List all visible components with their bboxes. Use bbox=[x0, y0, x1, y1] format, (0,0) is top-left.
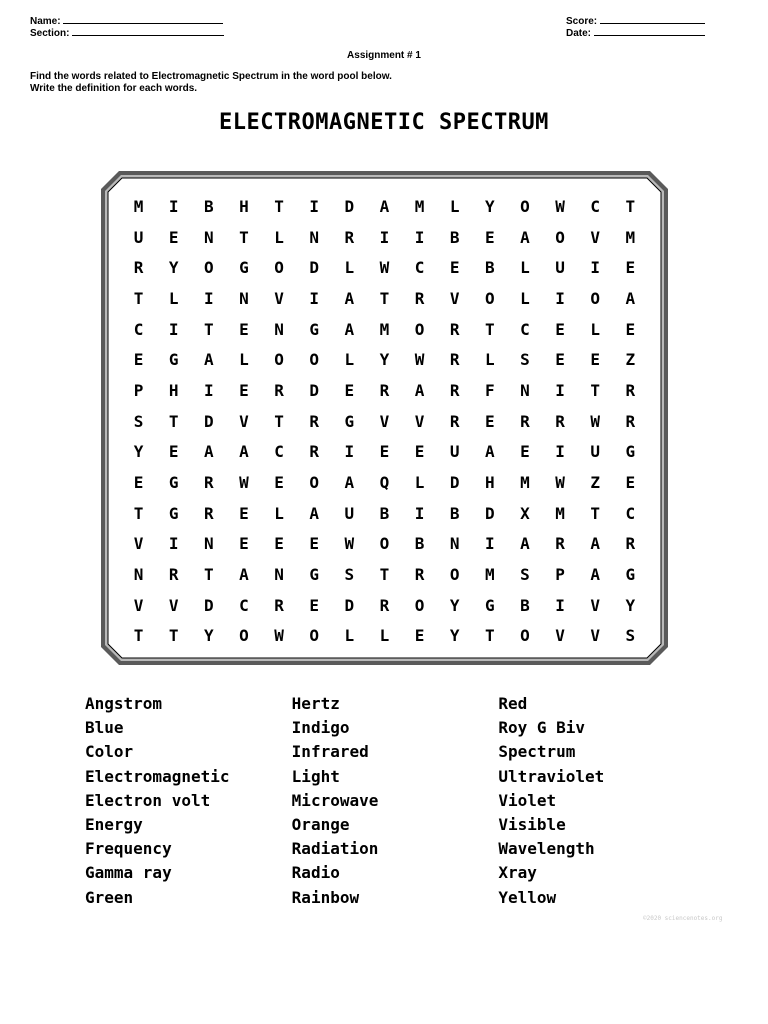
grid-cell: E bbox=[274, 534, 284, 554]
grid-cell: B bbox=[449, 227, 460, 247]
instructions-line-2: Write the definition for each words. bbox=[30, 83, 198, 94]
grid-cell: T bbox=[274, 411, 284, 431]
grid-cell: U bbox=[449, 442, 460, 462]
grid-cell: Y bbox=[168, 258, 179, 278]
grid-row bbox=[121, 467, 648, 498]
grid-cell: E bbox=[133, 350, 144, 370]
grid-cell: R bbox=[555, 534, 565, 554]
grid-cell: E bbox=[590, 350, 600, 370]
grid-cell: M bbox=[484, 565, 495, 585]
grid-cell: L bbox=[520, 288, 530, 308]
grid-cell: I bbox=[168, 319, 179, 339]
word-item: Energy bbox=[85, 814, 143, 834]
grid-cell: I bbox=[379, 227, 390, 247]
score-field bbox=[566, 15, 705, 27]
grid-cell: S bbox=[344, 565, 355, 585]
grid-cell: M bbox=[414, 196, 425, 216]
word-item: Blue bbox=[85, 718, 124, 738]
grid-cell: E bbox=[239, 380, 249, 400]
grid-cell: A bbox=[309, 503, 319, 523]
grid-row bbox=[121, 498, 648, 529]
grid-cell: R bbox=[203, 473, 214, 493]
grid-cell: S bbox=[133, 411, 144, 431]
grid-cell: W bbox=[590, 411, 600, 431]
grid-cell: O bbox=[274, 350, 284, 370]
grid-row bbox=[121, 191, 648, 222]
grid-cell: T bbox=[274, 196, 284, 216]
grid-cell: G bbox=[484, 595, 495, 615]
word-item: Light bbox=[291, 766, 340, 786]
grid-cell: E bbox=[274, 473, 284, 493]
grid-cell: T bbox=[203, 319, 214, 339]
grid-cell: O bbox=[309, 626, 319, 646]
grid-cell: M bbox=[379, 319, 390, 339]
assignment-heading: Assignment # 1 bbox=[347, 50, 421, 61]
grid-cell: E bbox=[484, 411, 495, 431]
grid-cell: A bbox=[520, 227, 530, 247]
grid-cell: T bbox=[625, 196, 636, 216]
grid-cell: N bbox=[203, 534, 214, 554]
grid-cell: E bbox=[133, 473, 144, 493]
grid-cell: C bbox=[414, 258, 425, 278]
grid-cell: T bbox=[590, 503, 600, 523]
grid-cell: T bbox=[168, 626, 179, 646]
grid-cell: R bbox=[344, 227, 355, 247]
grid-cell: E bbox=[309, 595, 319, 615]
grid-cell: Q bbox=[379, 473, 390, 493]
word-column bbox=[292, 692, 499, 910]
grid-row bbox=[121, 283, 648, 314]
grid-cell: W bbox=[555, 196, 565, 216]
grid-cell: V bbox=[449, 288, 460, 308]
grid-cell: O bbox=[309, 350, 319, 370]
grid-cell: N bbox=[309, 227, 319, 247]
grid-row bbox=[121, 406, 648, 437]
grid-cell: E bbox=[625, 473, 636, 493]
grid-cell: I bbox=[203, 288, 214, 308]
grid-cell: R bbox=[555, 411, 565, 431]
grid-cell: R bbox=[625, 380, 636, 400]
grid-cell: E bbox=[168, 227, 179, 247]
grid-cell: A bbox=[379, 196, 390, 216]
word-item: Hertz bbox=[291, 694, 340, 713]
grid-cell: Y bbox=[625, 595, 636, 615]
grid-cell: N bbox=[133, 565, 144, 585]
grid-cell: W bbox=[379, 258, 390, 278]
grid-cell: L bbox=[590, 319, 600, 339]
grid-cell: H bbox=[484, 473, 495, 493]
word-item: Electromagnetic bbox=[85, 766, 230, 786]
grid-cell: O bbox=[414, 319, 425, 339]
grid-cell: E bbox=[555, 319, 565, 339]
grid-cell: O bbox=[520, 196, 530, 216]
grid-cell: C bbox=[520, 319, 530, 339]
grid-cell: B bbox=[379, 503, 390, 523]
grid-cell: V bbox=[555, 626, 565, 646]
grid-cell: E bbox=[555, 350, 565, 370]
grid-cell: L bbox=[520, 258, 530, 278]
grid-cell: E bbox=[379, 442, 390, 462]
grid-cell: I bbox=[168, 534, 179, 554]
grid-cell: R bbox=[379, 595, 390, 615]
grid-row bbox=[121, 559, 648, 590]
word-item: Radiation bbox=[291, 839, 379, 859]
word-item: Angstrom bbox=[85, 694, 163, 713]
grid-cell: G bbox=[625, 442, 636, 462]
grid-cell: D bbox=[484, 503, 495, 523]
grid-cell: L bbox=[274, 503, 284, 523]
grid-cell: R bbox=[274, 380, 284, 400]
grid-row bbox=[121, 590, 648, 621]
grid-cell: Z bbox=[625, 350, 636, 370]
grid-cell: V bbox=[590, 595, 600, 615]
word-item: Yellow bbox=[498, 887, 557, 907]
grid-cell: R bbox=[203, 503, 214, 523]
grid-cell: I bbox=[555, 595, 565, 615]
grid-cell: W bbox=[344, 534, 355, 554]
grid-cell: I bbox=[555, 442, 565, 462]
grid-cell: T bbox=[379, 288, 390, 308]
grid-cell: E bbox=[239, 503, 249, 523]
grid-cell: O bbox=[309, 473, 319, 493]
grid-cell: L bbox=[344, 258, 355, 278]
grid-cell: A bbox=[590, 565, 600, 585]
grid-cell: A bbox=[239, 442, 249, 462]
grid-cell: E bbox=[449, 258, 460, 278]
grid-cell: V bbox=[133, 595, 144, 615]
grid-cell: E bbox=[625, 319, 636, 339]
section-line bbox=[72, 27, 224, 36]
grid-cell: E bbox=[239, 534, 249, 554]
grid-cell: C bbox=[239, 595, 249, 615]
grid-cell: O bbox=[555, 227, 565, 247]
grid-cell: I bbox=[203, 380, 214, 400]
grid-cell: N bbox=[203, 227, 214, 247]
grid-cell: V bbox=[590, 626, 600, 646]
grid-cell: E bbox=[520, 442, 530, 462]
grid-cell: R bbox=[168, 565, 179, 585]
grid-cell: O bbox=[590, 288, 600, 308]
grid-cell: H bbox=[168, 380, 179, 400]
grid-cell: N bbox=[449, 534, 460, 554]
grid-cell: N bbox=[274, 565, 284, 585]
grid-cell: A bbox=[520, 534, 530, 554]
grid-cell: I bbox=[344, 442, 355, 462]
grid-cell: R bbox=[520, 411, 530, 431]
grid-cell: Y bbox=[203, 626, 214, 646]
grid-cell: Y bbox=[449, 595, 460, 615]
grid-cell: T bbox=[133, 288, 144, 308]
grid-cell: C bbox=[133, 319, 144, 339]
grid-cell: U bbox=[590, 442, 600, 462]
word-item: Electron volt bbox=[85, 790, 211, 810]
grid-cell: G bbox=[168, 503, 179, 523]
grid-cell: E bbox=[309, 534, 319, 554]
grid-cell: A bbox=[414, 380, 425, 400]
date-field bbox=[566, 27, 705, 39]
grid-cell: Y bbox=[484, 196, 495, 216]
grid-cell: V bbox=[414, 411, 425, 431]
name-line bbox=[63, 15, 223, 24]
grid-cell: A bbox=[590, 534, 600, 554]
word-item: Color bbox=[85, 742, 134, 762]
grid-cell: E bbox=[168, 442, 179, 462]
word-column bbox=[498, 692, 705, 910]
word-item: Violet bbox=[498, 790, 557, 810]
grid-cell: I bbox=[590, 258, 600, 278]
word-item: Red bbox=[498, 694, 528, 713]
grid-cell: V bbox=[274, 288, 284, 308]
grid-row bbox=[121, 437, 648, 468]
grid-cell: A bbox=[239, 565, 249, 585]
word-item: Green bbox=[85, 887, 134, 907]
grid-cell: X bbox=[520, 503, 530, 523]
grid-cell: S bbox=[520, 350, 530, 370]
grid-cell: C bbox=[590, 196, 600, 216]
word-item: Xray bbox=[498, 863, 537, 883]
word-item: Microwave bbox=[291, 790, 379, 810]
grid-cell: T bbox=[484, 626, 495, 646]
grid-cell: L bbox=[379, 626, 390, 646]
grid-cell: D bbox=[309, 380, 319, 400]
word-item: Ultraviolet bbox=[498, 766, 605, 786]
grid-cell: W bbox=[274, 626, 284, 646]
date-line bbox=[594, 27, 705, 36]
grid-cell: T bbox=[484, 319, 495, 339]
grid-cell: V bbox=[379, 411, 390, 431]
grid-cell: I bbox=[555, 288, 565, 308]
grid-cell: V bbox=[168, 595, 179, 615]
grid-cell: T bbox=[133, 503, 144, 523]
score-line bbox=[600, 15, 705, 24]
word-item: Gamma ray bbox=[85, 863, 172, 883]
grid-cell: W bbox=[239, 473, 249, 493]
grid-cell: O bbox=[274, 258, 284, 278]
grid-cell: E bbox=[484, 227, 495, 247]
grid-cell: N bbox=[274, 319, 284, 339]
word-item: Wavelength bbox=[498, 839, 595, 859]
word-item: Infrared bbox=[291, 742, 369, 762]
grid-cell: R bbox=[414, 565, 425, 585]
grid-cell: R bbox=[449, 350, 460, 370]
grid-cell: I bbox=[555, 380, 565, 400]
grid-cell: F bbox=[484, 380, 495, 400]
grid-cell: O bbox=[414, 595, 425, 615]
grid-cell: T bbox=[203, 565, 214, 585]
grid-cell: I bbox=[414, 503, 425, 523]
grid-cell: B bbox=[484, 258, 495, 278]
grid-cell: V bbox=[133, 534, 144, 554]
grid-cell: N bbox=[239, 288, 249, 308]
grid-cell: Y bbox=[133, 442, 144, 462]
grid-row bbox=[121, 529, 648, 560]
grid-cell: R bbox=[133, 258, 144, 278]
grid-cell: O bbox=[520, 626, 530, 646]
grid-cell: W bbox=[555, 473, 565, 493]
grid-cell: O bbox=[449, 565, 460, 585]
grid-cell: R bbox=[379, 380, 390, 400]
grid-cell: D bbox=[344, 595, 355, 615]
grid-cell: L bbox=[274, 227, 284, 247]
grid-cell: A bbox=[344, 319, 355, 339]
word-item: Orange bbox=[291, 814, 350, 834]
grid-cell: A bbox=[625, 288, 636, 308]
grid-cell: D bbox=[449, 473, 460, 493]
grid-cell: C bbox=[625, 503, 636, 523]
grid-cell: S bbox=[625, 626, 636, 646]
grid-cell: E bbox=[239, 319, 249, 339]
grid-cell: R bbox=[625, 411, 636, 431]
grid-cell: G bbox=[309, 565, 319, 585]
grid-cell: I bbox=[309, 196, 319, 216]
grid-cell: W bbox=[414, 350, 425, 370]
grid-cell: Y bbox=[379, 350, 390, 370]
grid-cell: D bbox=[344, 196, 355, 216]
grid-cell: U bbox=[133, 227, 144, 247]
grid-row bbox=[121, 621, 648, 652]
grid-cell: H bbox=[239, 196, 249, 216]
grid-cell: D bbox=[309, 258, 319, 278]
grid-cell: D bbox=[203, 411, 214, 431]
grid-cell: G bbox=[625, 565, 636, 585]
grid-cell: L bbox=[344, 350, 355, 370]
grid-cell: A bbox=[203, 350, 214, 370]
grid-row bbox=[121, 252, 648, 283]
word-item: Radio bbox=[291, 863, 340, 883]
grid-cell: L bbox=[239, 350, 249, 370]
word-item: Visible bbox=[498, 814, 566, 834]
grid-cell: M bbox=[133, 196, 144, 216]
grid-cell: A bbox=[344, 473, 355, 493]
grid-cell: G bbox=[168, 473, 179, 493]
instructions-line-1: Find the words related to Electromagnetic Spectrum in the word pool below. bbox=[30, 71, 392, 82]
grid-cell: U bbox=[555, 258, 565, 278]
grid-cell: G bbox=[309, 319, 319, 339]
grid-row bbox=[121, 314, 648, 345]
word-item: Spectrum bbox=[498, 742, 576, 762]
grid-cell: E bbox=[414, 442, 425, 462]
grid-cell: R bbox=[625, 534, 636, 554]
grid-cell: Y bbox=[449, 626, 460, 646]
grid-cell: A bbox=[203, 442, 214, 462]
grid-cell: N bbox=[520, 380, 530, 400]
word-item: Rainbow bbox=[291, 887, 360, 907]
grid-cell: B bbox=[414, 534, 425, 554]
grid-cell: I bbox=[168, 196, 179, 216]
grid-cell: R bbox=[274, 595, 284, 615]
grid-cell: L bbox=[484, 350, 495, 370]
grid-row bbox=[121, 375, 648, 406]
grid-cell: T bbox=[133, 626, 144, 646]
name-field bbox=[30, 15, 223, 27]
word-item: Indigo bbox=[291, 718, 350, 738]
grid-cell: M bbox=[555, 503, 565, 523]
grid-cell: T bbox=[379, 565, 390, 585]
score-label: Score: bbox=[566, 16, 598, 27]
grid-cell: A bbox=[484, 442, 495, 462]
grid-cell: O bbox=[379, 534, 390, 554]
grid-cell: Z bbox=[590, 473, 600, 493]
grid-cell: O bbox=[239, 626, 249, 646]
letter-grid bbox=[121, 191, 648, 651]
grid-cell: T bbox=[168, 411, 179, 431]
grid-cell: C bbox=[274, 442, 284, 462]
grid-cell: I bbox=[484, 534, 495, 554]
section-label: Section: bbox=[30, 28, 70, 39]
grid-cell: U bbox=[344, 503, 355, 523]
page-title: ELECTROMAGNETIC SPECTRUM bbox=[219, 110, 549, 135]
word-item: Frequency bbox=[85, 839, 172, 859]
grid-cell: B bbox=[203, 196, 214, 216]
grid-cell: V bbox=[239, 411, 249, 431]
grid-cell: L bbox=[449, 196, 460, 216]
grid-cell: L bbox=[344, 626, 355, 646]
grid-cell: R bbox=[309, 442, 319, 462]
word-list bbox=[85, 692, 705, 910]
section-field bbox=[30, 27, 224, 39]
instructions bbox=[30, 71, 392, 95]
name-label: Name: bbox=[30, 16, 61, 27]
grid-row bbox=[121, 344, 648, 375]
word-column bbox=[85, 692, 292, 910]
grid-cell: L bbox=[168, 288, 179, 308]
grid-cell: I bbox=[309, 288, 319, 308]
grid-cell: S bbox=[520, 565, 530, 585]
grid-cell: B bbox=[449, 503, 460, 523]
grid-cell: G bbox=[344, 411, 355, 431]
grid-cell: M bbox=[520, 473, 530, 493]
grid-cell: M bbox=[625, 227, 636, 247]
grid-cell: R bbox=[414, 288, 425, 308]
grid-cell: R bbox=[449, 411, 460, 431]
grid-row bbox=[121, 222, 648, 253]
grid-cell: R bbox=[449, 319, 460, 339]
grid-cell: B bbox=[520, 595, 530, 615]
grid-cell: O bbox=[203, 258, 214, 278]
grid-cell: G bbox=[168, 350, 179, 370]
grid-cell: G bbox=[239, 258, 249, 278]
grid-cell: T bbox=[239, 227, 249, 247]
grid-cell: L bbox=[414, 473, 425, 493]
grid-cell: E bbox=[414, 626, 425, 646]
grid-cell: E bbox=[344, 380, 355, 400]
copyright: ©2020 sciencenotes.org bbox=[643, 915, 723, 922]
word-item: Roy G Biv bbox=[498, 718, 586, 738]
grid-cell: O bbox=[484, 288, 495, 308]
date-label: Date: bbox=[566, 28, 592, 39]
grid-cell: V bbox=[590, 227, 600, 247]
grid-cell: P bbox=[133, 380, 144, 400]
grid-cell: P bbox=[555, 565, 565, 585]
grid-cell: D bbox=[203, 595, 214, 615]
grid-cell: I bbox=[414, 227, 425, 247]
grid-cell: T bbox=[590, 380, 600, 400]
grid-cell: R bbox=[309, 411, 319, 431]
grid-cell: A bbox=[344, 288, 355, 308]
grid-cell: E bbox=[625, 258, 636, 278]
grid-cell: R bbox=[449, 380, 460, 400]
